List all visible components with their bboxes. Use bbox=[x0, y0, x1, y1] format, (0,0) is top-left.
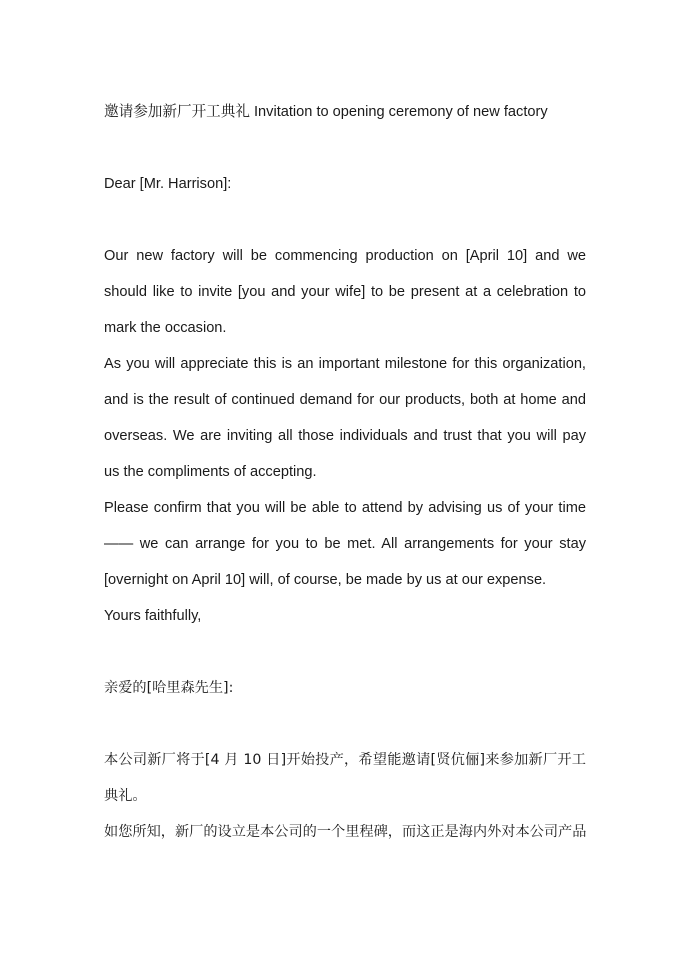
document-title: 邀请参加新厂开工典礼 Invitation to opening ceremony of new factory bbox=[104, 104, 548, 120]
letter-content bbox=[104, 94, 586, 850]
paragraph-en-2: As you will appreciate this is an important milestone for this organization, and is the result of continued demand for our products, both at home and overseas. We are inviting all those individuals and trust that you will pay us the compliments of accepting. bbox=[104, 356, 586, 480]
paragraph-zh-2: 如您所知，新厂的设立是本公司的一个里程碑，而这正是海内外对本公司产品 bbox=[104, 824, 587, 840]
salutation-en: Dear [Mr. Harrison]: bbox=[104, 176, 232, 192]
salutation-zh: 亲爱的[哈里森先生]: bbox=[104, 680, 234, 696]
paragraph-en-1: Our new factory will be commencing production on [April 10] and we should like to invite [you and your wife] to be present at a celebration to mark the occasion. bbox=[104, 248, 586, 336]
spacer bbox=[104, 202, 586, 238]
paragraph-en-3: Please confirm that you will be able to attend by advising us of your time —— we can arrange for you to be met. All arrangements for your stay [overnight on April 10] will, of course, be made by us at our expense. bbox=[104, 500, 586, 588]
spacer bbox=[104, 634, 586, 670]
paragraph-zh-1: 本公司新厂将于[4 月 10 日]开始投产，希望能邀请[贤伉俪]来参加新厂开工典礼。 bbox=[104, 752, 586, 804]
spacer bbox=[104, 706, 586, 742]
closing-en: Yours faithfully, bbox=[104, 608, 202, 624]
spacer bbox=[104, 130, 586, 166]
